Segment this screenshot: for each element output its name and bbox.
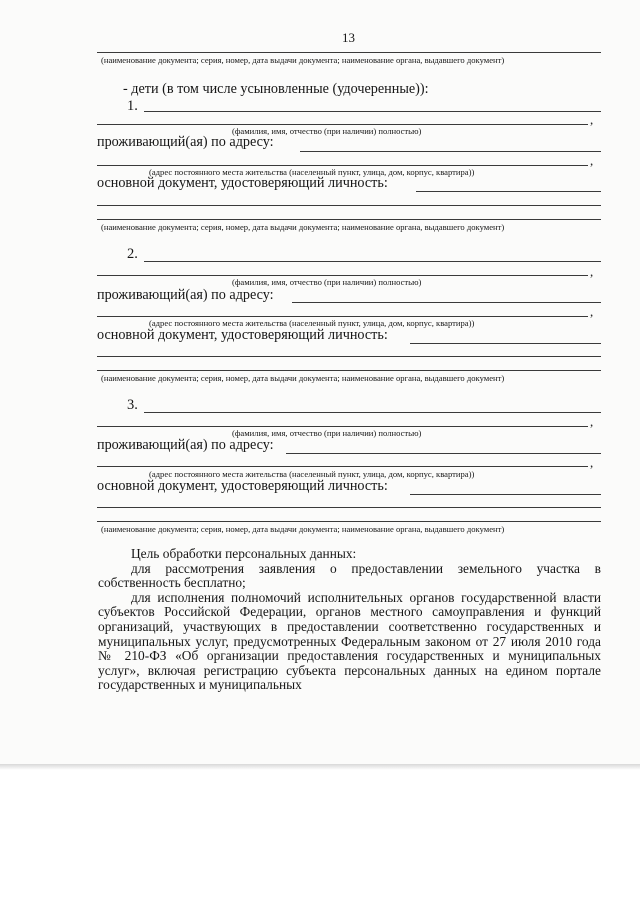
child-2-id-line-3[interactable]: [97, 370, 601, 371]
comma: ,: [590, 264, 594, 279]
caption-address: (адрес постоянного места жительства (населенный пункт, улица, дом, корпус, квартира)): [149, 167, 475, 177]
purpose-item-1: для рассмотрения заявления о предоставлении земельного участка в собственность бесплатно;: [98, 560, 601, 591]
comma: ,: [590, 414, 594, 429]
page-number: 13: [342, 30, 355, 45]
child-3-id-line-3[interactable]: [97, 521, 601, 522]
child-3-address-line-2[interactable]: [97, 466, 588, 467]
child-3-number: 3.: [127, 397, 138, 413]
child-2-address-line[interactable]: [292, 302, 601, 303]
label-id-document: основной документ, удостоверяющий личность:: [97, 478, 388, 494]
label-residing: проживающий(ая) по адресу:: [97, 134, 274, 150]
children-heading: - дети (в том числе усыновленные (удочеренные)):: [123, 81, 429, 97]
child-2-fio-line-2[interactable]: [97, 275, 588, 276]
comma: ,: [590, 304, 594, 319]
comma: ,: [590, 455, 594, 470]
purpose-heading: Цель обработки персональных данных:: [131, 546, 357, 561]
label-id-document: основной документ, удостоверяющий личность:: [97, 175, 388, 191]
purpose-item-2: для исполнения полномочий исполнительных органов государственной власти субъектов Российской Федерации, органов местного самоуправления и функций организаций, участвующих в предоставлении соответственно государственных и муниципальных услуг, предусмотренных Федеральным законом от 27 июля 2010 года № 210-ФЗ «Об организации предоставления государственных и муниципальных услуг», включая регистрацию субъекта персональных данных на едином портале государственных и муниципальных: [98, 589, 601, 693]
label-residing: проживающий(ая) по адресу:: [97, 287, 274, 303]
purpose-section: [98, 547, 601, 693]
comma: ,: [590, 153, 594, 168]
caption-fio: (фамилия, имя, отчество (при наличии) полностью): [232, 277, 422, 287]
child-1-id-line[interactable]: [416, 191, 601, 192]
child-1-address-line[interactable]: [300, 151, 601, 152]
child-1-address-line-2[interactable]: [97, 165, 588, 166]
document-line: [97, 52, 601, 53]
child-1-id-line-2[interactable]: [97, 205, 601, 206]
caption-document: (наименование документа; серия, номер, дата выдачи документа; наименование органа, выдавшего документ): [101, 524, 505, 534]
child-2-id-line[interactable]: [410, 343, 601, 344]
child-3-id-line-2[interactable]: [97, 507, 601, 508]
child-3-fio-line[interactable]: [144, 412, 601, 413]
child-2-number: 2.: [127, 246, 138, 262]
caption-address: (адрес постоянного места жительства (населенный пункт, улица, дом, корпус, квартира)): [149, 469, 475, 479]
caption-document: (наименование документа; серия, номер, дата выдачи документа; наименование органа, выдавшего документ): [101, 222, 505, 232]
child-1-number: 1.: [127, 98, 138, 114]
label-id-document: основной документ, удостоверяющий личность:: [97, 327, 388, 343]
child-3-fio-line-2[interactable]: [97, 426, 588, 427]
caption-fio: (фамилия, имя, отчество (при наличии) полностью): [232, 428, 422, 438]
label-residing: проживающий(ая) по адресу:: [97, 437, 274, 453]
child-2-address-line-2[interactable]: [97, 316, 588, 317]
child-2-fio-line[interactable]: [144, 261, 601, 262]
child-3-address-line[interactable]: [286, 453, 601, 454]
child-1-id-line-3[interactable]: [97, 219, 601, 220]
caption-fio: (фамилия, имя, отчество (при наличии) полностью): [232, 126, 422, 136]
child-2-id-line-2[interactable]: [97, 356, 601, 357]
child-3-id-line[interactable]: [410, 494, 601, 495]
page-edge-shadow: [0, 764, 640, 770]
comma: ,: [590, 112, 594, 127]
caption-document: (наименование документа; серия, номер, дата выдачи документа; наименование органа, выдавшего документ): [101, 55, 505, 65]
caption-document: (наименование документа; серия, номер, дата выдачи документа; наименование органа, выдавшего документ): [101, 373, 505, 383]
caption-address: (адрес постоянного места жительства (населенный пункт, улица, дом, корпус, квартира)): [149, 318, 475, 328]
child-1-fio-line-2[interactable]: [97, 124, 588, 125]
child-1-fio-line[interactable]: [144, 111, 601, 112]
